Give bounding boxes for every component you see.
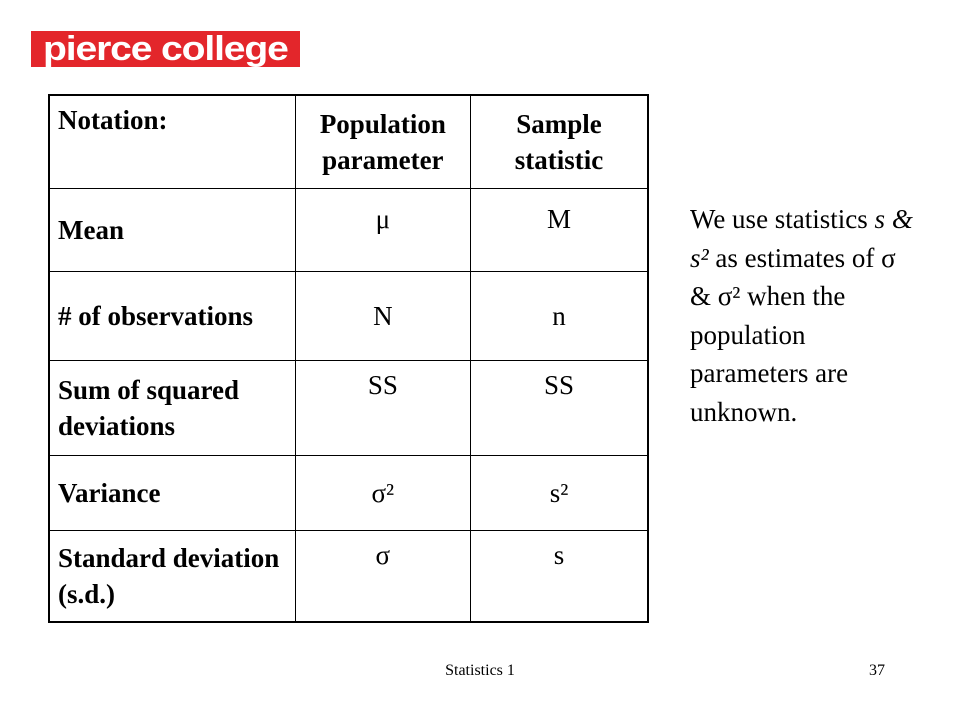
sample-mean-symbol: M bbox=[471, 189, 648, 272]
side-note-stat-s2: s² bbox=[690, 242, 709, 273]
logo-text: pierce college bbox=[43, 30, 288, 68]
sample-observations-symbol: n bbox=[471, 272, 648, 361]
table-header-row bbox=[49, 95, 648, 189]
row-label-standard-deviation: Standard deviation (s.d.) bbox=[49, 531, 295, 623]
side-note-part2: as estimates of σ & σ² when the population parameters are unknown. bbox=[690, 242, 896, 427]
side-note-part1: We use statistics bbox=[690, 204, 875, 234]
header-population-parameter: Population parameter bbox=[295, 95, 470, 189]
page-number: 37 bbox=[869, 662, 885, 679]
pierce-college-logo bbox=[31, 31, 300, 67]
population-mean-symbol: μ bbox=[295, 189, 470, 272]
table-row bbox=[49, 272, 648, 361]
row-label-mean: Mean bbox=[49, 189, 295, 272]
row-label-observations: # of observations bbox=[49, 272, 295, 361]
table-row bbox=[49, 456, 648, 531]
side-note-stat-s: s bbox=[874, 204, 886, 234]
population-observations-symbol: N bbox=[295, 272, 470, 361]
sample-ss-symbol: SS bbox=[471, 361, 648, 456]
table-row bbox=[49, 361, 648, 456]
population-sd-symbol: σ bbox=[295, 531, 470, 623]
header-sample-statistic: Sample statistic bbox=[471, 95, 648, 189]
side-note bbox=[690, 200, 920, 431]
population-variance-symbol: σ² bbox=[295, 456, 470, 531]
footer-title: Statistics 1 bbox=[445, 662, 515, 679]
row-label-sum-squared-deviations: Sum of squared deviations bbox=[49, 361, 295, 456]
sample-variance-symbol: s² bbox=[471, 456, 648, 531]
table-row bbox=[49, 531, 648, 623]
row-label-variance: Variance bbox=[49, 456, 295, 531]
notation-table bbox=[48, 94, 649, 623]
population-ss-symbol: SS bbox=[295, 361, 470, 456]
side-note-amp: & bbox=[885, 204, 913, 234]
header-notation: Notation: bbox=[49, 95, 295, 189]
table-row bbox=[49, 189, 648, 272]
sample-sd-symbol: s bbox=[471, 531, 648, 623]
